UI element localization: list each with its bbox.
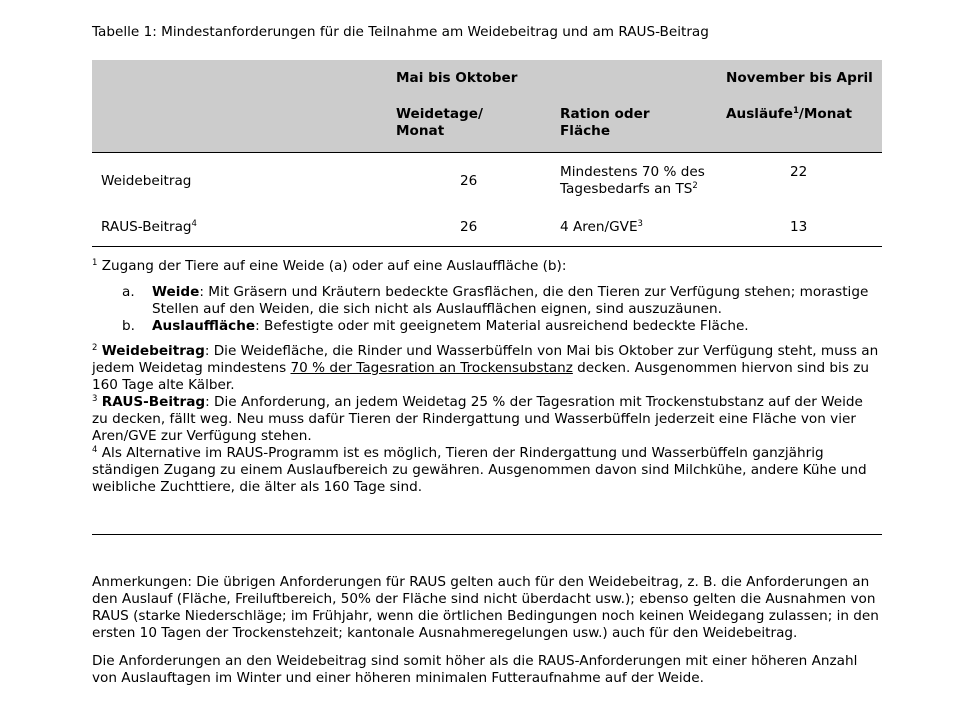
table-caption: Tabelle 1: Mindestanforderungen für die Teilnahme am Weidebeitrag und am RAUS-Beitrag	[92, 24, 709, 40]
row-ration-sup: 3	[637, 219, 643, 229]
header-auslaeufe	[726, 106, 852, 123]
header-ration	[560, 106, 650, 140]
row-ration-line1: 4 Aren/GVE	[560, 219, 638, 235]
footnote-4-sup: 4	[92, 445, 98, 455]
row-ration	[560, 219, 643, 236]
row-label: Weidebeitrag	[101, 173, 192, 189]
footnote-2	[92, 343, 882, 394]
list-item-term: Auslauffläche	[152, 318, 256, 334]
list-item	[92, 284, 882, 318]
row-label	[101, 219, 197, 236]
table-row	[92, 211, 882, 247]
footnote-2-term: Weidebeitrag	[101, 343, 205, 359]
list-item	[92, 318, 882, 335]
remarks	[92, 574, 882, 698]
header-auslaeufe-sup: 1	[792, 106, 799, 116]
footnote-1-sup: 1	[92, 258, 98, 268]
footnote-2-text-a: : Die Weidefläche, die Rinder und Wasserbüffeln von Mai bis Oktober zur Verfügung steht, muss an jedem Weidetag mindestens	[92, 343, 879, 376]
footnote-4-text: Als Alternative im RAUS-Programm ist es möglich, Tieren der Rindergattung und Wasserbüffeln ganzjährig ständigen Zugang zu einem Auslaufbereich zu gewähren. Ausgenommen davon sind Milchkühe, andere Kühe und weibliche Zuchttiere, die älter als 160 Tage sind.	[92, 445, 867, 495]
remarks-paragraph-1: Anmerkungen: Die übrigen Anforderungen für RAUS gelten auch für den Weidebeitrag, z. B. die Anforderungen an den Auslauf (Fläche, Freiluftbereich, 50% der Fläche sind nicht überdacht usw.); ebenso gelten die Ausnahmen von RAUS (starke Niederschläge; im Frühjahr, wenn die örtlichen Bedingungen noch keinen Weidegang zulassen; in den ersten 10 Tagen der Trockenstehzeit; kantonale Ausnahmeregelungen usw.) auch für den Weidebeitrag.	[92, 574, 879, 641]
list-item-mark: b.	[122, 318, 135, 334]
footnote-2-underline: 70 % der Tagesration an Trockensubstanz	[290, 360, 573, 376]
list-item-body: : Mit Gräsern und Kräutern bedeckte Grasflächen, die den Tieren zur Verfügung stehen; morastige Stellen auf den Weiden, die sich nicht als Auslaufflächen eignen, sind auszuzäunen.	[152, 284, 869, 317]
footnote-3	[92, 394, 882, 445]
footnote-4	[92, 445, 882, 496]
header-auslaeufe-label: Ausläufe	[726, 106, 793, 122]
row-label-sup: 4	[191, 219, 197, 229]
footnote-1-list	[92, 284, 882, 335]
header-period-winter: November bis April	[726, 70, 873, 86]
row-ration-sup: 2	[692, 181, 698, 191]
remarks-paragraph-2: Die Anforderungen an den Weidebeitrag sind somit höher als die RAUS-Anforderungen mit einer höheren Anzahl von Auslauftagen im Winter und einer höheren minimalen Futteraufnahme auf der Weide.	[92, 653, 858, 686]
row-ration-line2: Tagesbedarfs an TS	[560, 181, 693, 197]
footnote-divider	[92, 534, 882, 535]
row-weidetage: 26	[460, 173, 478, 189]
row-weidetage: 26	[460, 219, 478, 235]
header-ration-line1: Ration oder	[560, 106, 650, 122]
list-item-term: Weide	[152, 284, 200, 300]
table-header	[92, 60, 882, 153]
footnote-1	[92, 258, 882, 275]
header-weidetage	[396, 106, 483, 140]
list-item-body: : Befestigte oder mit geeignetem Material ausreichend bedeckte Fläche.	[255, 318, 749, 334]
row-auslaeufe: 13	[790, 219, 808, 235]
footnote-2-text-b: decken. Ausgenommen hiervon sind bis zu 160 Tage alte Kälber.	[92, 360, 869, 393]
footnote-3-sup: 3	[92, 394, 98, 404]
row-label-text: RAUS-Beitrag	[101, 219, 192, 235]
row-ration	[560, 164, 705, 198]
header-period-summer: Mai bis Oktober	[396, 70, 518, 86]
header-auslaeufe-suffix: /Monat	[798, 106, 853, 122]
row-ration-line1: Mindestens 70 % des	[560, 164, 705, 180]
footnote-1-text: Zugang der Tiere auf eine Weide (a) oder auf eine Auslauffläche (b):	[97, 258, 567, 274]
row-auslaeufe: 22	[790, 164, 808, 180]
header-weidetage-line1: Weidetage/	[396, 106, 483, 122]
footnote-2-sup: 2	[92, 343, 98, 353]
table-row	[92, 153, 882, 211]
footnote-3-term: RAUS-Beitrag	[101, 394, 206, 410]
header-weidetage-line2: Monat	[396, 123, 445, 139]
footnotes	[92, 258, 882, 496]
list-item-text	[152, 284, 882, 318]
list-item-mark: a.	[122, 284, 135, 300]
requirements-table	[92, 60, 882, 247]
list-item-text	[152, 318, 882, 335]
footnote-3-text: : Die Anforderung, an jedem Weidetag 25 % der Tagesration mit Trockenstubstanz auf der Weide zu decken, fällt weg. Neu muss dafür Tieren der Rindergattung und Wasserbüffeln jederzeit eine Fläche von vier Aren/GVE zur Verfügung stehen.	[92, 394, 863, 444]
header-ration-line2: Fläche	[560, 123, 611, 139]
